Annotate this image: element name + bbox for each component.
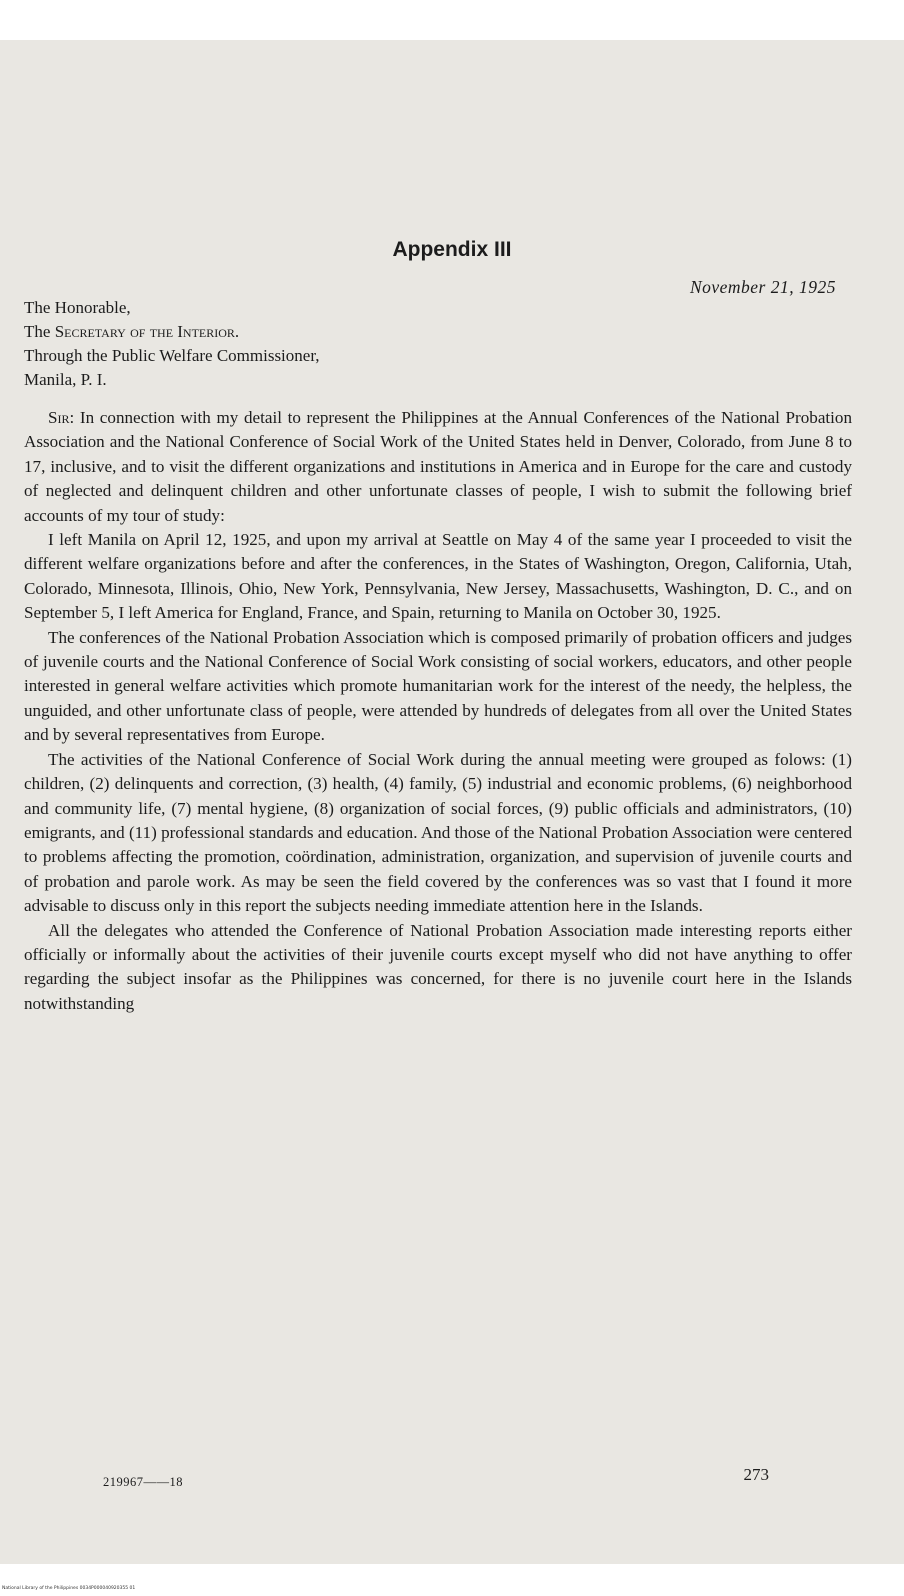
salutation: Sir xyxy=(48,408,70,427)
paragraph: The activities of the National Conference of Social Work during the annual meeting were grouped as folows: (1) children, (2) delinquents and correction, (3) health, (4) family, (5) industrial and economic problems, (6) neighborhood and community life, (7) mental hygiene, (8) organization of social forces, (9) public officials and administrators, (10) emigrants, and (11) professional standards and education. And those of the National Probation Association were centered to problems affecting the promotion, coördination, administration, organization, and supervision of juvenile courts and of probation and parole work. As may be seen the field covered by the conferences was so vast that I found it more advisable to discuss only in this report the subjects needing immediate attention here in the Islands. xyxy=(24,749,852,916)
page-number: 273 xyxy=(743,1465,769,1484)
address-line: Manila, P. I. xyxy=(24,370,107,389)
paragraph: I left Manila on April 12, 1925, and upon my arrival at Seattle on May 4 of the same year I proceeded to visit the different welfare organizations before and after the conferences, in the States of Washington, Oregon, California, Utah, Colorado, Minnesota, Illinois, Ohio, New York, Pennsylvania, New Jersey, Massachusetts, Washington, D. C., and on September 5, I left America for England, France, and Spain, returning to Manila on October 30, 1925. xyxy=(24,530,852,623)
address-prefix: The xyxy=(24,322,55,341)
paragraph-text: : In connection with my detail to represent the Philippines at the Annual Conferences of the National Probation Association and the National Conference of Social Work of the United States held in Denver, Colorado, from June 8 to 17, inclusive, and to visit the different organizations and institutions in America and in Europe for the care and custody of neglected and delinquent children and other unfortunate classes of people, I wish to submit the following brief accounts of my tour of study: xyxy=(24,408,852,525)
address-line: The Honorable, xyxy=(24,298,131,317)
document-page xyxy=(0,40,904,1564)
paragraph: All the delegates who attended the Conference of National Probation Association made interesting reports either officially or informally about the activities of their juvenile courts except myself who did not have anything to offer regarding the subject insofar as the Philippines was concerned, for there is no juvenile court here in the Islands notwithstanding xyxy=(24,920,852,1013)
paragraph: The conferences of the National Probation Association which is composed primarily of probation officers and judges of juvenile courts and the National Conference of Social Work consisting of social workers, educators, and other people interested in general welfare activities which promote humanitarian work for the interest of the needy, the helpless, the unguided, and other unfortunate class of people, were attended by hundreds of delegates from all over the United States and by several representatives from Europe. xyxy=(24,627,852,745)
address-line: Through the Public Welfare Commissioner, xyxy=(24,346,320,365)
print-code: 219967——18 xyxy=(103,1475,183,1489)
recipient-title: Secretary of the Interior. xyxy=(54,322,240,341)
paragraph xyxy=(24,406,852,528)
appendix-heading: Appendix III xyxy=(392,238,512,261)
letter-date: November 21, 1925 xyxy=(689,277,836,297)
recipient-address xyxy=(24,296,320,392)
scan-credit: National Library of the Philippines 0034P000040920355 01 xyxy=(2,1586,136,1591)
address-line xyxy=(24,320,320,344)
letter-body xyxy=(24,406,852,1016)
